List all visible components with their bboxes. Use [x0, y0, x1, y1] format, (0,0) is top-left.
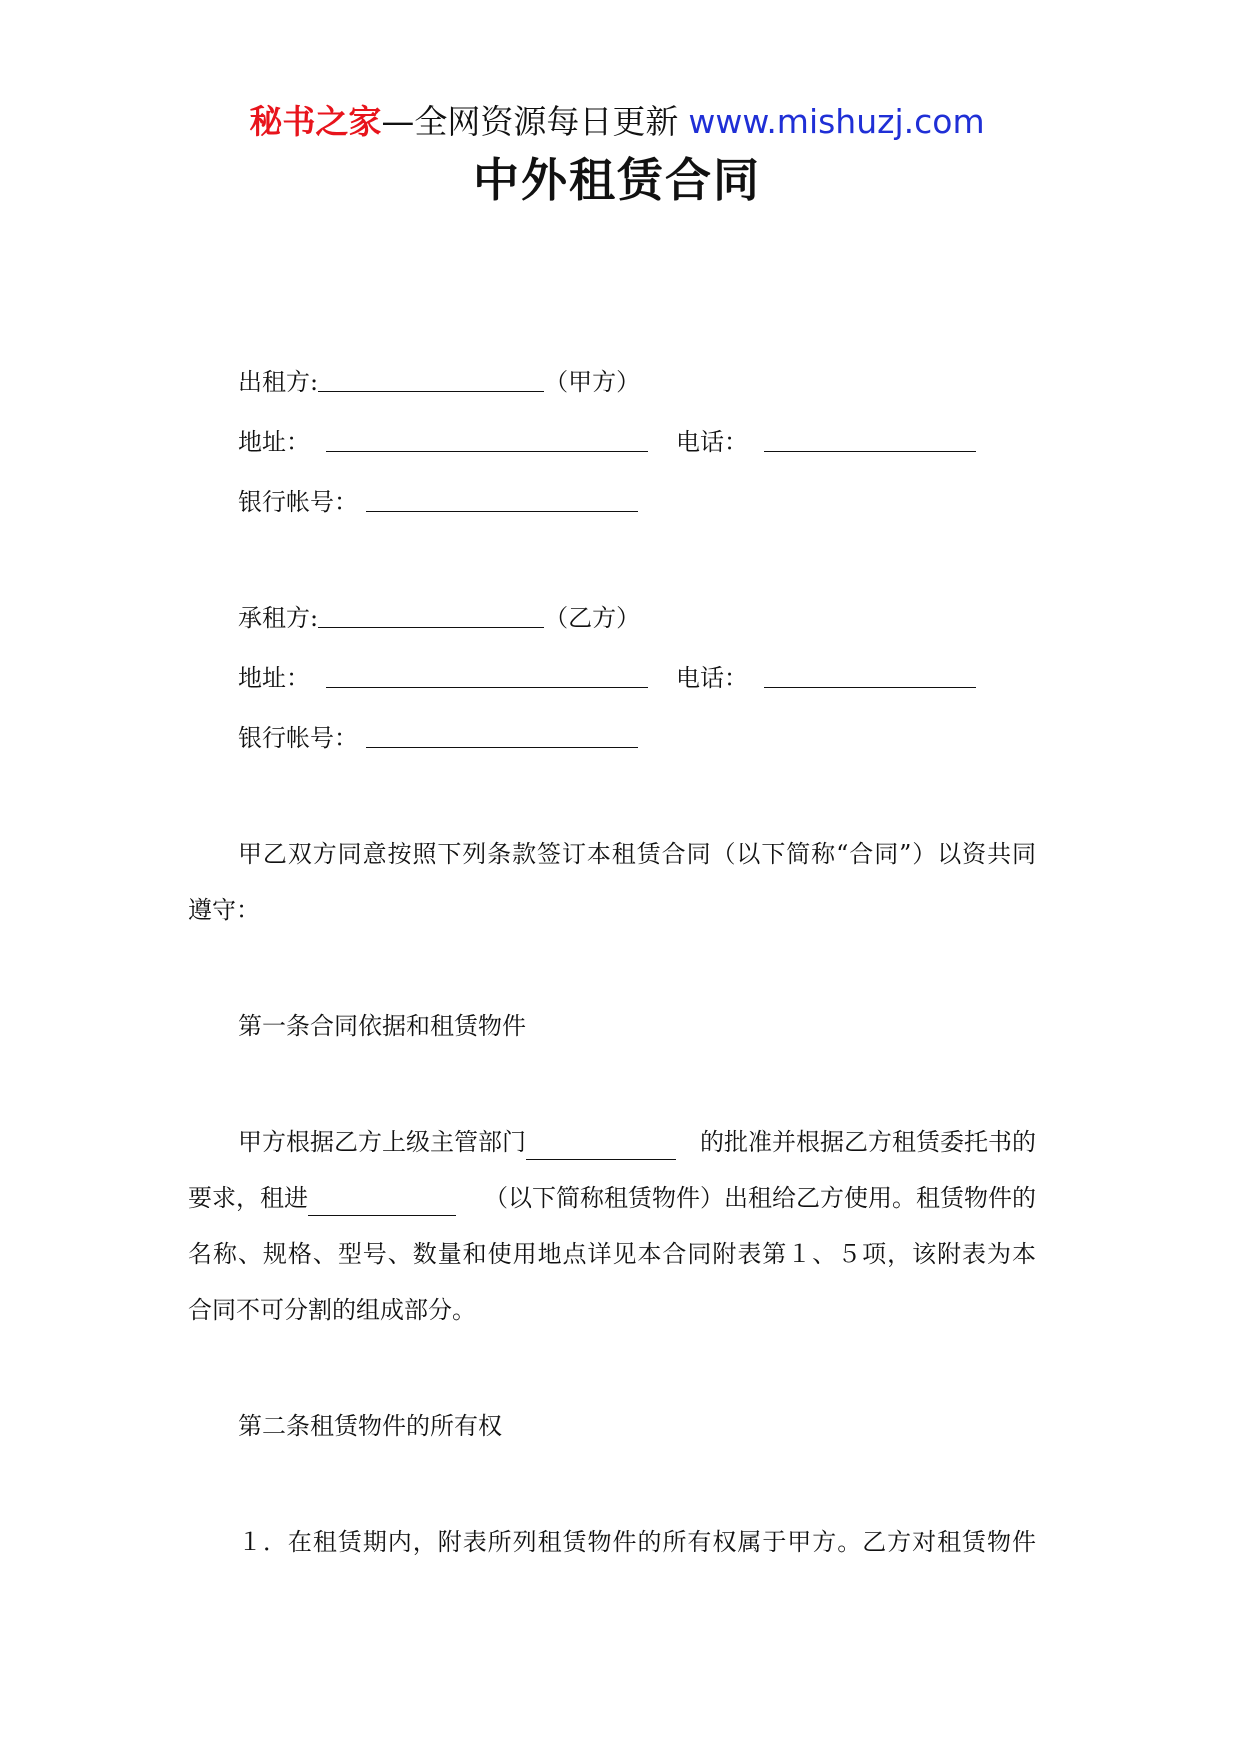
- site-header: [0, 100, 1234, 144]
- lessee-bank-label: 银行帐号：: [238, 724, 358, 752]
- lessee-role: （乙方）: [544, 604, 641, 632]
- article-1-heading: 第一条合同依据和租赁物件: [238, 1012, 526, 1040]
- lessor-bank-blank[interactable]: [366, 487, 638, 512]
- article-1-text-c: 要求，租进: [188, 1184, 308, 1212]
- lessee-name-blank[interactable]: [318, 603, 544, 628]
- lessor-address-label: 地址：: [238, 428, 310, 456]
- lessee-bank-line: [238, 720, 638, 756]
- lessor-phone-line: [676, 424, 976, 460]
- approval-authority-blank[interactable]: [526, 1135, 676, 1160]
- lessee-phone-label: 电话：: [676, 664, 748, 692]
- lessee-label: 承租方:: [238, 604, 319, 632]
- lessor-label: 出租方:: [238, 368, 319, 396]
- header-tagline: 全网资源每日更新: [414, 102, 679, 141]
- site-url-link[interactable]: www.mishuzj.com: [688, 102, 985, 141]
- article-1-line-4: 合同不可分割的组成部分。: [188, 1296, 476, 1324]
- lessee-address-blank[interactable]: [326, 663, 648, 688]
- lessor-line: [238, 364, 640, 400]
- article-1-line-1: [238, 1124, 1036, 1160]
- lessee-phone-blank[interactable]: [764, 663, 976, 688]
- lessor-bank-line: [238, 484, 638, 520]
- lessor-name-blank[interactable]: [318, 367, 544, 392]
- lessor-phone-label: 电话：: [676, 428, 748, 456]
- article-1-text-b: 的批准并根据乙方租赁委托书的: [700, 1128, 1036, 1156]
- article-1-line-3: 名称、规格、型号、数量和使用地点详见本合同附表第１、５项，该附表为本: [188, 1240, 1036, 1268]
- lessee-address-label: 地址：: [238, 664, 310, 692]
- leased-item-blank[interactable]: [308, 1191, 456, 1216]
- lessee-bank-blank[interactable]: [366, 723, 638, 748]
- lessee-line: [238, 600, 640, 636]
- intro-line-2: 遵守：: [188, 896, 260, 924]
- header-dash: —: [381, 102, 415, 141]
- lessor-address-line: [238, 424, 648, 460]
- lessor-address-blank[interactable]: [326, 427, 648, 452]
- article-2-heading: 第二条租赁物件的所有权: [238, 1412, 502, 1440]
- document-title: 中外租赁合同: [473, 153, 761, 207]
- lessee-phone-line: [676, 660, 976, 696]
- intro-line-1: 甲乙双方同意按照下列条款签订本租赁合同（以下简称“合同”）以资共同: [238, 840, 1036, 868]
- article-1-text-a: 甲方根据乙方上级主管部门: [238, 1128, 526, 1156]
- lessor-bank-label: 银行帐号：: [238, 488, 358, 516]
- brand-name: 秘书之家: [249, 102, 382, 141]
- lessee-address-line: [238, 660, 648, 696]
- article-1-line-2: [188, 1180, 1036, 1216]
- article-2-item-1: １．在租赁期内，附表所列租赁物件的所有权属于甲方。乙方对租赁物件: [238, 1528, 1036, 1556]
- article-1-text-d: （以下简称租赁物件）出租给乙方使用。租赁物件的: [484, 1184, 1036, 1212]
- lessor-role: （甲方）: [544, 368, 641, 396]
- lessor-phone-blank[interactable]: [764, 427, 976, 452]
